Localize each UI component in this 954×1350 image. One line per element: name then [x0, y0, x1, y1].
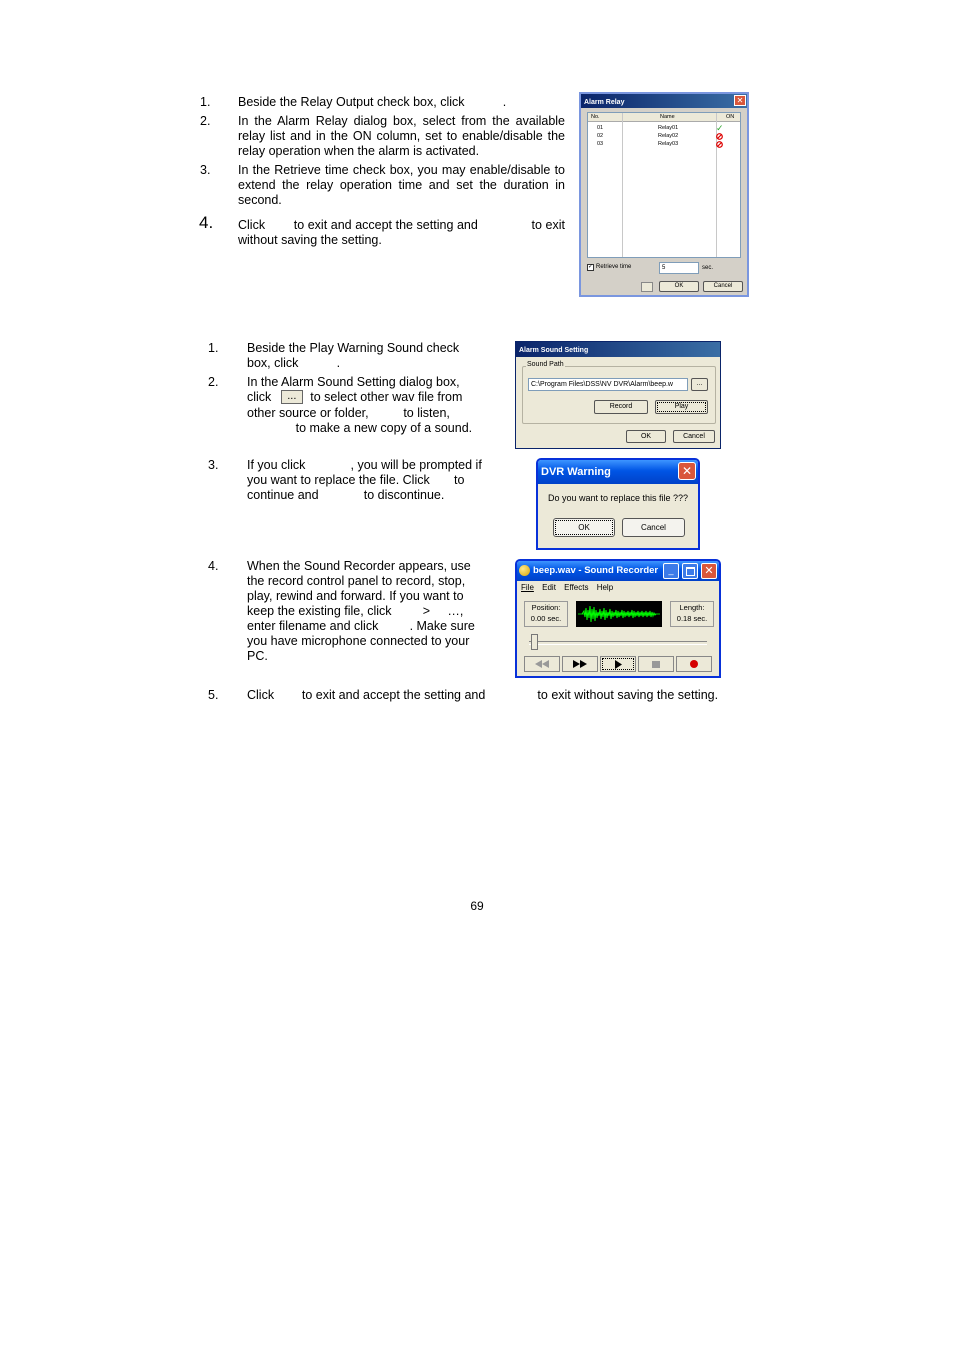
- retrieve-time-input[interactable]: 5: [659, 262, 699, 274]
- position-value: 0.00 sec.: [530, 614, 562, 623]
- record-icon: [690, 660, 698, 668]
- cancel-button[interactable]: Cancel: [673, 430, 715, 443]
- alarm-sound-dialog: [515, 341, 721, 449]
- disabled-icon[interactable]: [716, 141, 722, 147]
- stop-button[interactable]: [638, 656, 674, 672]
- retrieve-time-label: Retrieve time: [596, 264, 632, 270]
- page-number: 69: [470, 899, 484, 913]
- step-text: Beside the Relay Output check box, click .: [238, 95, 507, 109]
- step-number: 2.: [208, 375, 219, 389]
- relay-row[interactable]: [588, 140, 740, 148]
- step-number: 1.: [200, 95, 211, 109]
- step-line-text: to select other wav file from: [310, 390, 463, 404]
- step-number: 5.: [208, 688, 219, 702]
- length-panel: [670, 601, 714, 627]
- seek-slider-handle[interactable]: [531, 634, 538, 650]
- rewind-icon: [534, 660, 550, 668]
- play-button[interactable]: Play: [655, 400, 708, 414]
- play-icon: [614, 660, 622, 669]
- seek-track: [529, 641, 707, 645]
- cancel-button[interactable]: Cancel: [622, 518, 685, 537]
- step-text: When the Sound Recorder appears, use the record control panel to record, stop, play, rewind and forward. If you want to keep the existing file, click > …, enter filename and click . Make sure you have microphone connected to your PC.: [247, 559, 475, 663]
- relay-no: 01: [597, 125, 604, 131]
- step-line: [247, 390, 497, 406]
- dvr-warning-dialog: [536, 458, 700, 550]
- close-icon[interactable]: ✕: [678, 462, 696, 480]
- dialog-title: Alarm Sound Setting: [519, 347, 589, 354]
- close-icon[interactable]: ✕: [701, 563, 717, 579]
- step-number: 3.: [200, 163, 211, 177]
- column-header: ON: [726, 114, 735, 120]
- folder-icon[interactable]: [641, 282, 653, 292]
- browse-inline-button: ...: [281, 390, 303, 404]
- relay-list: [587, 112, 741, 258]
- step-line-text: click: [247, 390, 272, 404]
- step-text: In the Alarm Relay dialog box, select from the available relay list and in the ON column, set to enable/disable the relay operation when the alarm is activated.: [238, 114, 565, 158]
- relay-row[interactable]: [588, 124, 740, 132]
- dialog-title: DVR Warning: [541, 466, 611, 478]
- forward-icon: [572, 660, 588, 668]
- step-number: 1.: [208, 341, 219, 355]
- alarm-relay-dialog: [579, 92, 749, 297]
- menu-bar: [521, 583, 613, 592]
- forward-button[interactable]: [562, 656, 598, 672]
- step-text: Click to exit and accept the setting and to exit without saving the setting.: [238, 218, 565, 247]
- step-text: In the Retrieve time check box, you may enable/disable to extend the relay operation time and set the duration in second.: [238, 163, 565, 207]
- step-number: 3.: [208, 458, 219, 472]
- relay-no: 03: [597, 141, 604, 147]
- alarm-sound-titlebar: [516, 342, 720, 357]
- microphone-icon: [519, 565, 530, 576]
- play-button[interactable]: [600, 656, 636, 672]
- length-value: 0.18 sec.: [676, 614, 708, 623]
- relay-row[interactable]: [588, 132, 740, 140]
- step-text: Click to exit and accept the setting and to exit without saving the setting.: [247, 688, 719, 702]
- column-header: Name: [660, 114, 675, 120]
- retrieve-time-checkbox[interactable]: ✓: [588, 264, 594, 270]
- warning-message: Do you want to replace this file ???: [547, 493, 689, 503]
- stop-icon: [652, 661, 660, 668]
- window-title: beep.wav - Sound Recorder: [533, 565, 659, 576]
- browse-button[interactable]: ...: [691, 378, 708, 391]
- step-number: 4.: [199, 213, 214, 232]
- ok-button[interactable]: OK: [626, 430, 666, 443]
- step-text: [247, 375, 497, 436]
- alarm-relay-titlebar: [581, 94, 747, 108]
- dvr-warning-titlebar: [538, 460, 698, 484]
- step-number: 2.: [200, 114, 211, 128]
- disabled-icon[interactable]: [716, 133, 722, 139]
- relay-name: Relay03: [658, 141, 679, 147]
- check-icon[interactable]: ✓: [716, 123, 724, 133]
- position-label: Position:: [531, 603, 561, 612]
- relay-name: Relay02: [658, 133, 679, 139]
- dialog-title: Alarm Relay: [584, 99, 625, 106]
- rewind-button[interactable]: [524, 656, 560, 672]
- sound-path-input[interactable]: C:\Program Files\DSS\NV DVR\Alarm\beep.w: [528, 378, 688, 391]
- sound-path-group: [522, 366, 716, 424]
- menu-file[interactable]: File: [521, 583, 534, 592]
- ok-button[interactable]: OK: [659, 281, 699, 292]
- step-text: If you click , you will be prompted if you want to replace the file. Click to continue and to discontinue.: [247, 458, 482, 502]
- ok-button[interactable]: OK: [553, 518, 615, 537]
- step-line: other source or folder, to listen,: [247, 406, 450, 420]
- cancel-button[interactable]: Cancel: [703, 281, 743, 292]
- close-icon[interactable]: ✕: [734, 95, 746, 106]
- relay-no: 02: [597, 133, 604, 139]
- waveform-display: [576, 601, 662, 627]
- length-label: Length:: [679, 603, 705, 612]
- step-line: to make a new copy of a sound.: [247, 421, 473, 435]
- sound-path-label: Sound Path: [527, 361, 564, 368]
- step-number: 4.: [208, 559, 219, 573]
- step-text: Beside the Play Warning Sound check box, click .: [247, 341, 460, 370]
- relay-list-header: [588, 113, 740, 122]
- unit-label: sec.: [702, 265, 714, 271]
- sound-recorder-window: [515, 559, 721, 678]
- menu-effects[interactable]: Effects: [564, 583, 589, 592]
- record-button[interactable]: Record: [594, 400, 648, 414]
- step-line: In the Alarm Sound Setting dialog box,: [247, 375, 460, 389]
- position-panel: [524, 601, 568, 627]
- menu-edit[interactable]: Edit: [542, 583, 556, 592]
- relay-name: Relay01: [658, 125, 679, 131]
- minimize-icon[interactable]: _: [663, 563, 679, 579]
- menu-help[interactable]: Help: [596, 583, 614, 592]
- column-header: No.: [591, 114, 600, 120]
- maximize-icon[interactable]: [682, 563, 698, 579]
- record-button[interactable]: [676, 656, 712, 672]
